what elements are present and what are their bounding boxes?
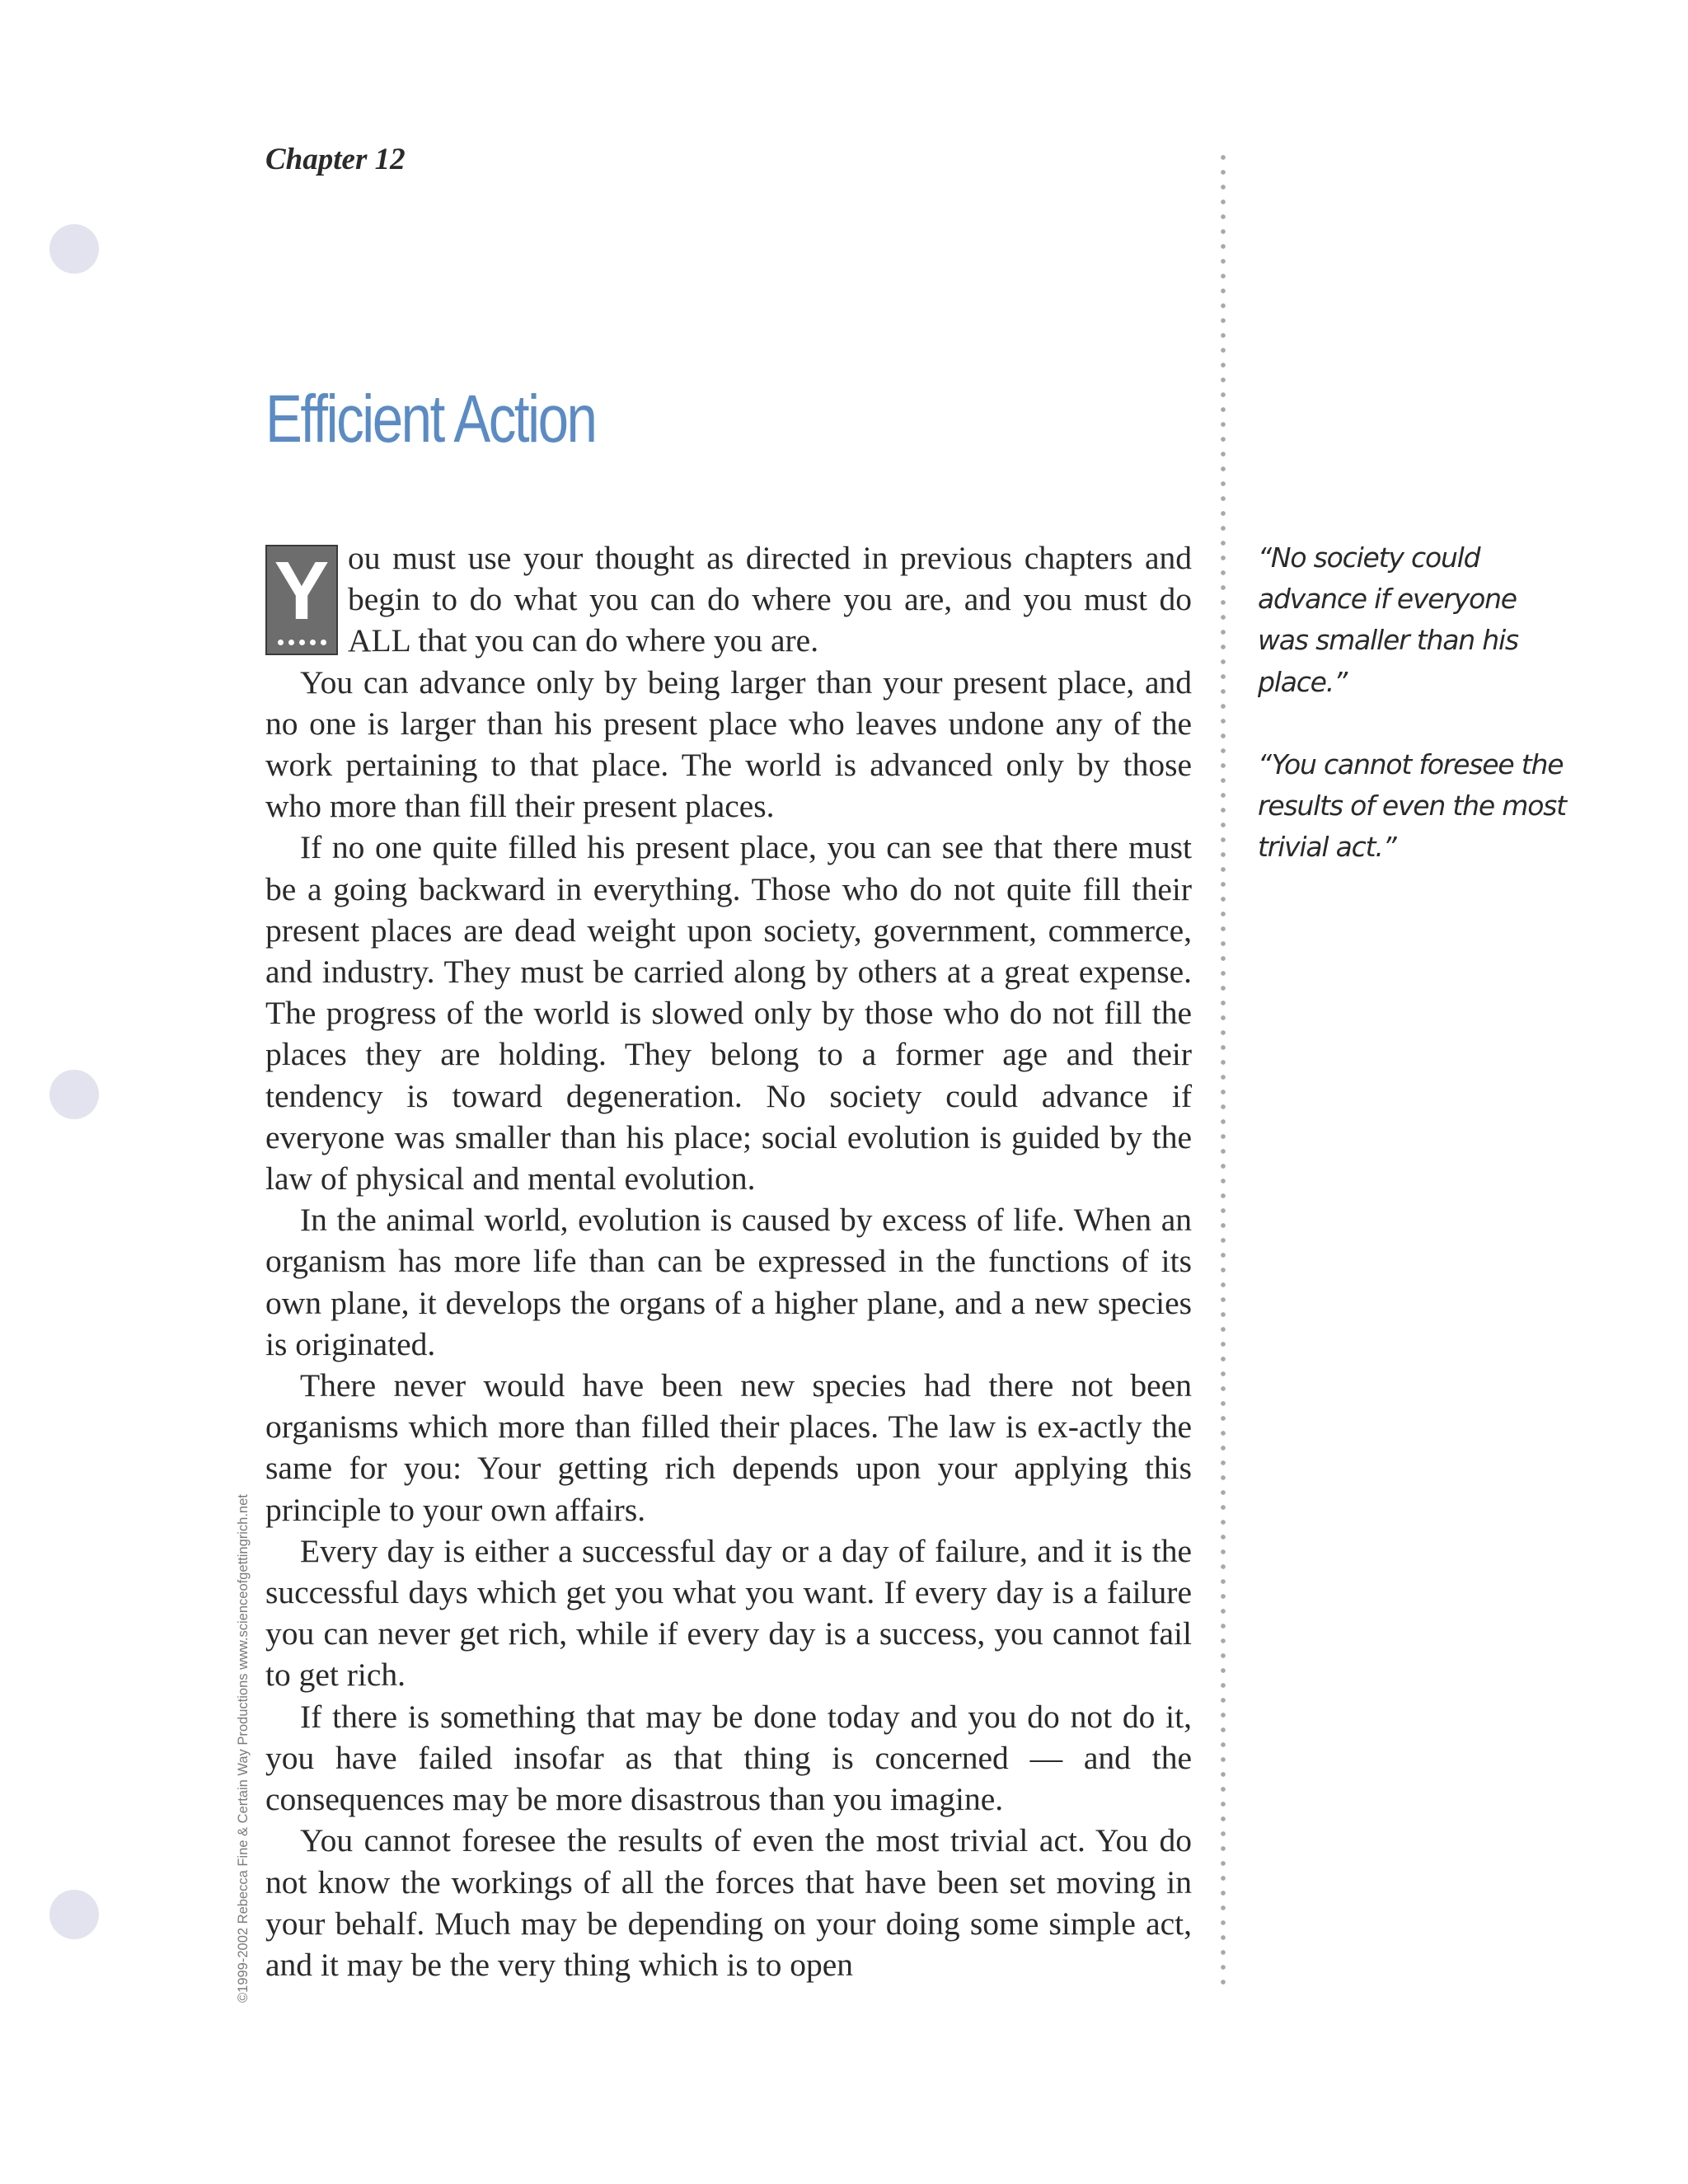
- binder-hole-middle: [49, 1070, 99, 1119]
- paragraph-3: If no one quite filled his present place, you can see that there must be a going backward in everything. Those who do not quite fill their present places are dead weight upon society, government, commerce, and industry. They must be carried along by others at a great expense. The progress of the world is slowed only by those who do not fill the places they are holding. They belong to a former age and their tendency is toward degeneration. No society could advance if everyone was smaller than his place; social evolution is guided by the law of physical and mental evolution.: [265, 829, 1192, 1197]
- dotted-column-divider: [1221, 150, 1226, 1993]
- paragraph-8: You cannot foresee the results of even the most trivial act. You do not know the workings of all the forces that have been set moving in your behalf. Much may be depending on your doing some simple act, and it may be the very thing which is to open: [265, 1822, 1192, 1983]
- paragraph-1: [265, 537, 1192, 662]
- copyright-notice: ©1999-2002 Rebecca Fine & Certain Way Productions www.scienceofgettingrich.net: [236, 1494, 251, 2003]
- drop-cap-letter: Y: [274, 545, 330, 637]
- paragraph-6: Every day is either a successful day or a day of failure, and it is the successful days which get you what you want. If every day is a failure you can never get rich, while if every day is a success, you cannot fail to get rich.: [265, 1532, 1192, 1694]
- drop-cap-dots-ornament: [267, 640, 336, 645]
- binder-hole-bottom: [49, 1890, 99, 1939]
- chapter-title: Efficient Action: [265, 382, 596, 457]
- pull-quote-2: “You cannot foresee the results of even the most trivial act.”: [1258, 748, 1566, 864]
- paragraph-4: In the animal world, evolution is caused by excess of life. When an organism has more life than can be expressed in the functions of its own plane, it develops the organs of a higher plane, and a new species is originated.: [265, 1202, 1192, 1362]
- paragraph-1-text: ou must use your thought as directed in previous chapters and begin to do what you can do where you are, and you must do ALL that you can do where you are.: [348, 540, 1192, 659]
- pull-quote-1: “No society could advance if everyone was smaller than his place.”: [1258, 541, 1518, 698]
- binder-hole-top: [49, 224, 99, 274]
- drop-cap: [265, 545, 338, 655]
- sidebar-pull-quotes: [1258, 537, 1571, 909]
- body-text: [265, 537, 1192, 1985]
- paragraph-5: There never would have been new species had there not been organisms which more than filled their places. The law is ex-actly the same for you: Your getting rich depends upon your applying this principle to your own affairs.: [265, 1367, 1192, 1528]
- paragraph-7: If there is something that may be done today and you do not do it, you have failed insofar as that thing is concerned — and the consequences may be more disastrous than you imagine.: [265, 1698, 1192, 1818]
- chapter-label: Chapter 12: [265, 143, 406, 176]
- paragraph-2: You can advance only by being larger than your present place, and no one is larger than his present place who leaves undone any of the work pertaining to that place. The world is advanced only by those who more than fill their present places.: [265, 663, 1192, 825]
